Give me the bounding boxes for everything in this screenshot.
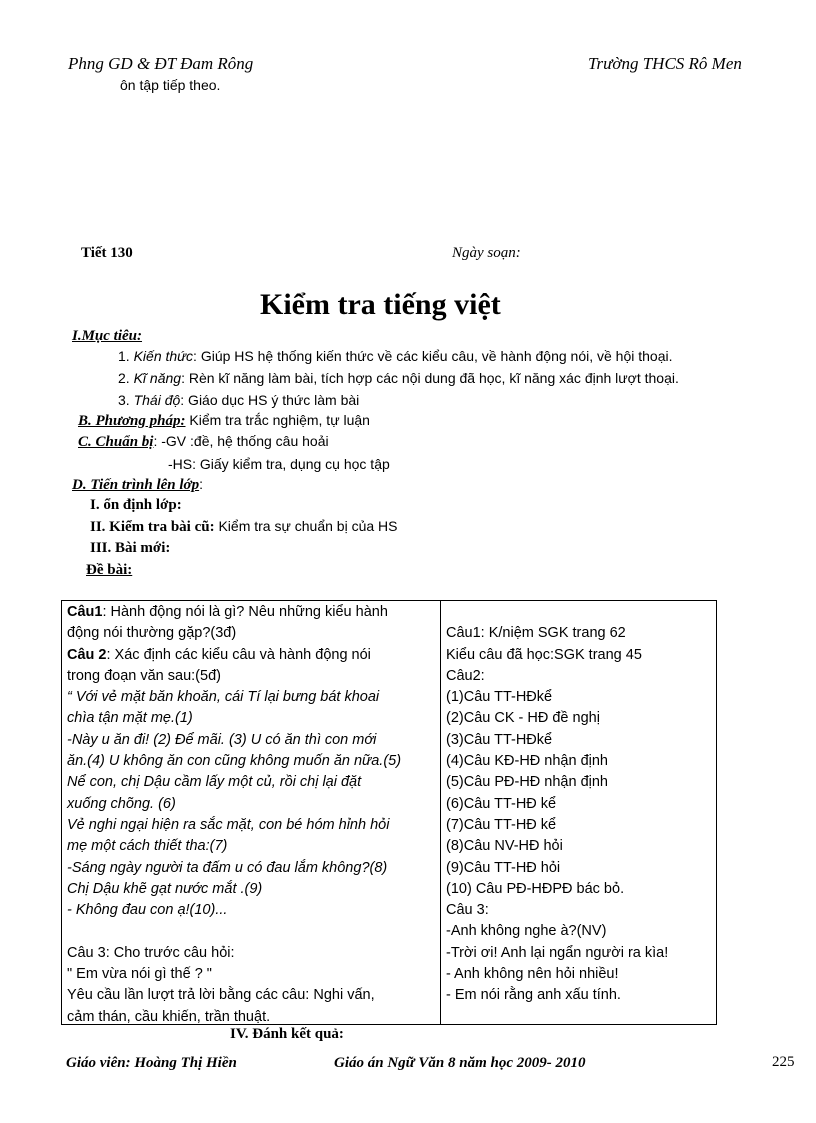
objective-item: 1. Kiến thức: Giúp HS hệ thống kiến thức về các kiểu câu, về hành động nói, về hội thoại.: [118, 348, 673, 364]
header-right: Trường THCS Rô Men: [588, 54, 742, 73]
question-line: xuống chõng. (6): [67, 795, 176, 812]
question-line: động nói thường gặp?(3đ): [67, 625, 237, 642]
objective-item: 3. Thái độ: Giáo dục HS ý thức làm bài: [118, 392, 360, 408]
question-line: Vẻ nghi ngại hiện ra sắc mặt, con bé hóm hỉnh hỏi: [67, 816, 390, 833]
question-line: Chị Dậu khẽ gạt nước mắt .(9): [67, 880, 263, 897]
question-line: ăn.(4) U không ăn con cũng không muốn ăn nữa.(5): [67, 753, 402, 770]
question-line: -Này u ăn đi! (2) Để mãi. (3) U có ăn thì con mới: [67, 731, 377, 748]
question-line: mẹ một cách thiết tha:(7): [67, 838, 228, 855]
period-label: Tiết 130: [81, 245, 133, 261]
answer-line: Kiểu câu đã học:SGK trang 45: [446, 646, 642, 663]
step-new-lesson: III. Bài mới:: [90, 540, 171, 556]
header-left: Phng GD & ĐT Đam Rông: [68, 54, 254, 73]
page-number: 225: [772, 1054, 795, 1070]
question-line: " Em vừa nói gì thế ? ": [67, 966, 212, 983]
footer-teacher: Giáo viên: Hoàng Thị Hiền: [66, 1055, 237, 1071]
page-title: Kiểm tra tiếng việt: [260, 288, 501, 321]
objective-item: 2. Kĩ năng: Rèn kĩ năng làm bài, tích hợp các nội dung đã học, kĩ năng xác định lượt thoại.: [118, 370, 679, 386]
answer-line: (3)Câu TT-HĐkể: [446, 731, 553, 748]
question-line: cảm thán, cầu khiến, trần thuật.: [67, 1008, 271, 1025]
question-line: - Không đau con ạ!(10)...: [67, 902, 228, 919]
question-line: -Sáng ngày người ta đấm u có đau lắm không?(8): [67, 859, 388, 876]
question-line: trong đoạn văn sau:(5đ): [67, 667, 221, 684]
question-line: [67, 921, 435, 942]
exam-table: [61, 600, 717, 1025]
answer-line: (8)Câu NV-HĐ hỏi: [446, 838, 563, 855]
answer-line: Câu2:: [446, 667, 485, 684]
answer-line: (1)Câu TT-HĐkể: [446, 689, 553, 706]
question-line: “ Với vẻ mặt băn khoăn, cái Tí lại bưng bát khoai: [67, 689, 380, 706]
objectives-heading: I.Mục tiêu:: [72, 328, 143, 344]
question-line: Câu 2: Xác định các kiểu câu và hành động nói: [67, 646, 371, 663]
answer-line: (9)Câu TT-HĐ hỏi: [446, 859, 561, 876]
step-stabilize: I. ổn định lớp:: [90, 497, 182, 513]
continuation-text: ôn tập tiếp theo.: [120, 77, 221, 93]
questions-column: [62, 601, 441, 1024]
answer-line: (4)Câu KĐ-HĐ nhận định: [446, 753, 608, 770]
question-line: Nể con, chị Dậu cầm lấy một củ, rồi chị lại đặt: [67, 774, 362, 791]
evaluation-heading: IV. Đánh kết quả:: [230, 1026, 344, 1042]
preparation-line: C. Chuẩn bị: -GV :đề, hệ thống câu hoải: [78, 433, 329, 450]
answer-line: (6)Câu TT-HĐ kể: [446, 795, 557, 812]
answer-line: (2)Câu CK - HĐ đề nghị: [446, 710, 600, 727]
answers-column: [441, 601, 716, 1024]
answer-line: (10) Câu PĐ-HĐPĐ bác bỏ.: [446, 880, 625, 897]
answer-line: - Anh không nên hỏi nhiều!: [446, 966, 619, 983]
question-line: Câu 3: Cho trước câu hỏi:: [67, 944, 235, 961]
date-label: Ngày soạn:: [452, 245, 521, 261]
footer-plan: Giáo án Ngữ Văn 8 năm học 2009- 2010: [334, 1055, 586, 1071]
answer-line: -Trời ơi! Anh lại ngẩn người ra kìa!: [446, 944, 669, 961]
answer-line: [446, 602, 711, 623]
method-line: B. Phương pháp: Kiểm tra trắc nghiệm, tự luận: [78, 412, 370, 429]
step-check-old-lesson: II. Kiểm tra bài cũ: Kiểm tra sự chuẩn bị của HS: [90, 518, 398, 535]
process-heading: D. Tiến trình lên lớp:: [72, 476, 203, 493]
answer-line: - Em nói rằng anh xấu tính.: [446, 987, 621, 1004]
answer-line: -Anh không nghe à?(NV): [446, 923, 607, 940]
answer-line: (7)Câu TT-HĐ kể: [446, 816, 557, 833]
preparation-hs: -HS: Giấy kiểm tra, dụng cụ học tập: [168, 456, 390, 472]
answer-line: Câu 3:: [446, 902, 489, 919]
exam-heading: Đề bài:: [86, 562, 133, 578]
question-line: chìa tận mặt mẹ.(1): [67, 710, 193, 727]
answer-line: Câu1: K/niệm SGK trang 62: [446, 625, 626, 642]
answer-line: (5)Câu PĐ-HĐ nhận định: [446, 774, 608, 791]
question-line: Câu1: Hành động nói là gì? Nêu những kiểu hành: [67, 604, 388, 620]
question-line: Yêu cầu lần lượt trả lời bằng các câu: Nghi vấn,: [67, 987, 375, 1004]
